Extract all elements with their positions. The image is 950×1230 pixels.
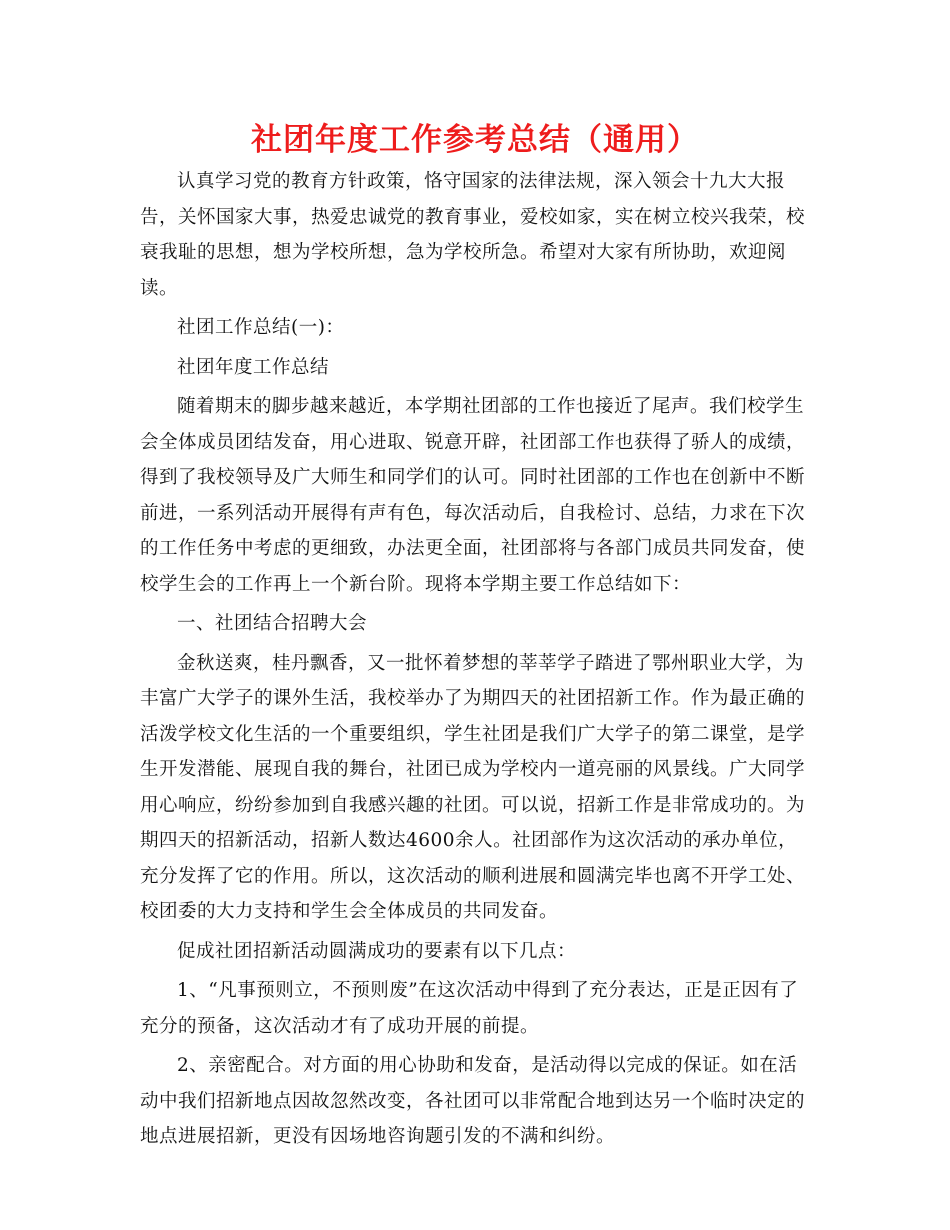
- body-paragraph: 促成社团招新活动圆满成功的要素有以下几点：: [177, 940, 577, 962]
- document-title: 社团年度工作参考总结（通用）: [251, 122, 699, 158]
- list-item: 1、“凡事预则立，不预则废”在这次活动中得到了充分表达，正是正因有了充分的预备，这次活动才有了成功开展的前提。: [140, 980, 799, 1037]
- list-item: 2、亲密配合。对方面的用心协助和发奋，是活动得以完成的保证。如在活动中我们招新地点因故忽然改变，各社团可以非常配合地到达另一个临时决定的地点进展招新，更没有因场地咨询题引发的不满和纠纷。: [140, 1055, 806, 1147]
- body-paragraph: 随着期末的脚步越来越近，本学期社团部的工作也接近了尾声。我们校学生会全体成员团结发奋，用心进取、锐意开辟，社团部工作也获得了骄人的成绩，得到了我校领导及广大师生和同学们的认可。同时社团部的工作也在创新中不断前进，一系列活动开展得有声有色，每次活动后，自我检讨、总结，力求在下次的工作任务中考虑的更细致，办法更全面，社团部将与各部门成员共同发奋，使校学生会的工作再上一个新台阶。现将本学期主要工作总结如下：: [140, 396, 806, 595]
- intro-paragraph: 认真学习党的教育方针政策，恪守国家的法律法规，深入领会十九大大报告，关怀国家大事，热爱忠诚党的教育事业，爱校如家，实在树立校兴我荣，校衰我耻的思想，想为学校所想，急为学校所急。希望对大家有所协助，欢迎阅读。: [140, 171, 806, 299]
- section-heading: 社团工作总结(一)：: [177, 317, 345, 338]
- document-body: [140, 164, 812, 1159]
- section-subheading: 社团年度工作总结: [177, 356, 330, 378]
- item-heading: 一、社团结合招聘大会: [177, 613, 368, 634]
- body-paragraph: 金秋送爽，桂丹飘香，又一批怀着梦想的莘莘学子踏进了鄂州职业大学，为丰富广大学子的课外生活，我校举办了为期四天的社团招新工作。作为最正确的活泼学校文化生活的一个重要组织，学生社团是我们广大学子的第二课堂，是学生开发潜能、展现自我的舞台，社团已成为学校内一道亮丽的风景线。广大同学用心响应，纷纷参加到自我感兴趣的社团。可以说，招新工作是非常成功的。为期四天的招新活动，招新人数达4600余人。社团部作为这次活动的承办单位，充分发挥了它的作用。所以，这次活动的顺利进展和圆满完毕也离不开学工处、校团委的大力支持和学生会全体成员的共同发奋。: [140, 652, 806, 922]
